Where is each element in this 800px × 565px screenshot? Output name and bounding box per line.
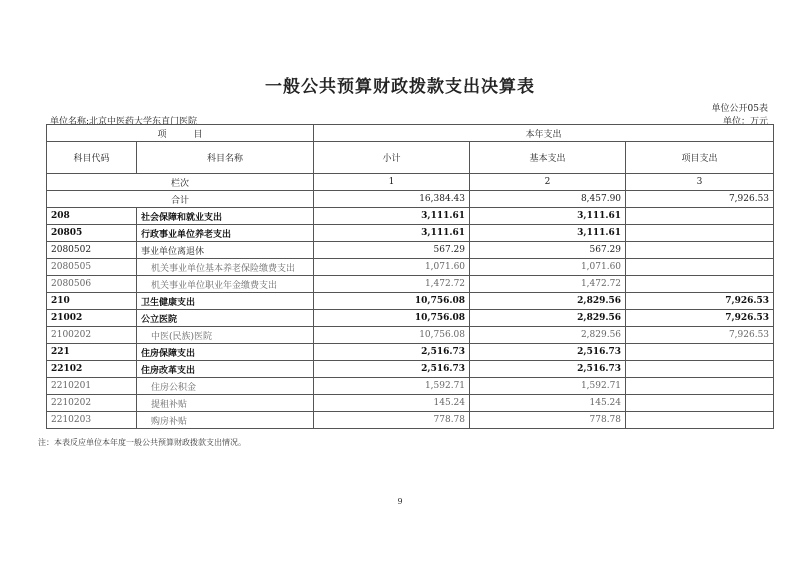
- cell-subtotal: 145.24: [314, 395, 470, 412]
- page-number: 9: [397, 497, 403, 506]
- total-label: 合计: [47, 191, 314, 208]
- column-2: 2: [470, 174, 626, 191]
- column-3: 3: [626, 174, 774, 191]
- header-name: 科目名称: [137, 142, 314, 174]
- cell-code: 2210201: [47, 378, 137, 395]
- table-row: [47, 378, 774, 395]
- table-row: [47, 242, 774, 259]
- cell-subtotal: 1,071.60: [314, 259, 470, 276]
- cell-code: 2100202: [47, 327, 137, 344]
- form-number: 单位公开05表: [711, 104, 768, 114]
- cell-name: 住房保障支出: [137, 344, 314, 361]
- cell-name: 购房补贴: [137, 412, 314, 429]
- cell-basic: 3,111.61: [470, 208, 626, 225]
- cell-name: 卫生健康支出: [137, 293, 314, 310]
- cell-subtotal: 1,472.72: [314, 276, 470, 293]
- cell-project: [626, 378, 774, 395]
- table-row: [47, 412, 774, 429]
- column-number-label: 栏次: [47, 174, 314, 191]
- header-row-1: [47, 125, 774, 142]
- header-row-2: [47, 142, 774, 174]
- cell-basic: 1,592.71: [470, 378, 626, 395]
- cell-project: [626, 208, 774, 225]
- cell-subtotal: 10,756.08: [314, 327, 470, 344]
- total-subtotal: 16,384.43: [314, 191, 470, 208]
- cell-basic: 778.78: [470, 412, 626, 429]
- cell-basic: 3,111.61: [470, 225, 626, 242]
- cell-subtotal: 10,756.08: [314, 293, 470, 310]
- cell-name: 住房改革支出: [137, 361, 314, 378]
- cell-code: 2080505: [47, 259, 137, 276]
- header-current-year: 本年支出: [314, 125, 774, 142]
- header-item: 项 目: [47, 125, 314, 142]
- table-row: [47, 327, 774, 344]
- cell-subtotal: 1,592.71: [314, 378, 470, 395]
- column-1: 1: [314, 174, 470, 191]
- cell-code: 21002: [47, 310, 137, 327]
- table-row: [47, 361, 774, 378]
- cell-subtotal: 2,516.73: [314, 361, 470, 378]
- table-row: [47, 310, 774, 327]
- total-basic: 8,457.90: [470, 191, 626, 208]
- table-row: [47, 395, 774, 412]
- total-project: 7,926.53: [626, 191, 774, 208]
- cell-basic: 2,829.56: [470, 310, 626, 327]
- cell-name: 提租补贴: [137, 395, 314, 412]
- cell-project: 7,926.53: [626, 293, 774, 310]
- total-row: [47, 191, 774, 208]
- currency-unit: 单位：万元: [722, 117, 768, 127]
- cell-code: 221: [47, 344, 137, 361]
- cell-basic: 2,829.56: [470, 327, 626, 344]
- table-row: [47, 344, 774, 361]
- table-row: [47, 259, 774, 276]
- expenditure-table: [46, 124, 774, 429]
- cell-project: [626, 395, 774, 412]
- header-basic: 基本支出: [470, 142, 626, 174]
- cell-project: [626, 276, 774, 293]
- table-row: [47, 208, 774, 225]
- cell-code: 2080502: [47, 242, 137, 259]
- column-number-row: [47, 174, 774, 191]
- cell-subtotal: 778.78: [314, 412, 470, 429]
- cell-project: 7,926.53: [626, 327, 774, 344]
- cell-code: 210: [47, 293, 137, 310]
- cell-project: [626, 344, 774, 361]
- cell-subtotal: 567.29: [314, 242, 470, 259]
- header-subtotal: 小计: [314, 142, 470, 174]
- cell-project: [626, 412, 774, 429]
- cell-name: 机关事业单位职业年金缴费支出: [137, 276, 314, 293]
- unit-name: 单位名称:北京中医药大学东直门医院: [50, 117, 198, 127]
- cell-code: 22102: [47, 361, 137, 378]
- table-row: [47, 293, 774, 310]
- cell-basic: 2,829.56: [470, 293, 626, 310]
- table-row: [47, 225, 774, 242]
- cell-name: 社会保障和就业支出: [137, 208, 314, 225]
- cell-basic: 1,071.60: [470, 259, 626, 276]
- cell-code: 20805: [47, 225, 137, 242]
- cell-basic: 2,516.73: [470, 361, 626, 378]
- cell-name: 机关事业单位基本养老保险缴费支出: [137, 259, 314, 276]
- cell-name: 事业单位离退休: [137, 242, 314, 259]
- cell-project: 7,926.53: [626, 310, 774, 327]
- cell-name: 行政事业单位养老支出: [137, 225, 314, 242]
- cell-name: 住房公积金: [137, 378, 314, 395]
- page-title: 一般公共预算财政拨款支出决算表: [265, 77, 535, 97]
- cell-subtotal: 10,756.08: [314, 310, 470, 327]
- table-row: [47, 276, 774, 293]
- cell-subtotal: 3,111.61: [314, 225, 470, 242]
- cell-basic: 567.29: [470, 242, 626, 259]
- cell-code: 2080506: [47, 276, 137, 293]
- cell-basic: 1,472.72: [470, 276, 626, 293]
- cell-project: [626, 242, 774, 259]
- cell-subtotal: 2,516.73: [314, 344, 470, 361]
- cell-code: 2210202: [47, 395, 137, 412]
- cell-project: [626, 225, 774, 242]
- cell-basic: 2,516.73: [470, 344, 626, 361]
- cell-basic: 145.24: [470, 395, 626, 412]
- cell-name: 公立医院: [137, 310, 314, 327]
- header-code: 科目代码: [47, 142, 137, 174]
- cell-code: 208: [47, 208, 137, 225]
- cell-name: 中医(民族)医院: [137, 327, 314, 344]
- cell-project: [626, 259, 774, 276]
- cell-project: [626, 361, 774, 378]
- header-project: 项目支出: [626, 142, 774, 174]
- cell-code: 2210203: [47, 412, 137, 429]
- footnote: 注：本表反应单位本年度一般公共预算财政拨款支出情况。: [38, 438, 246, 447]
- cell-subtotal: 3,111.61: [314, 208, 470, 225]
